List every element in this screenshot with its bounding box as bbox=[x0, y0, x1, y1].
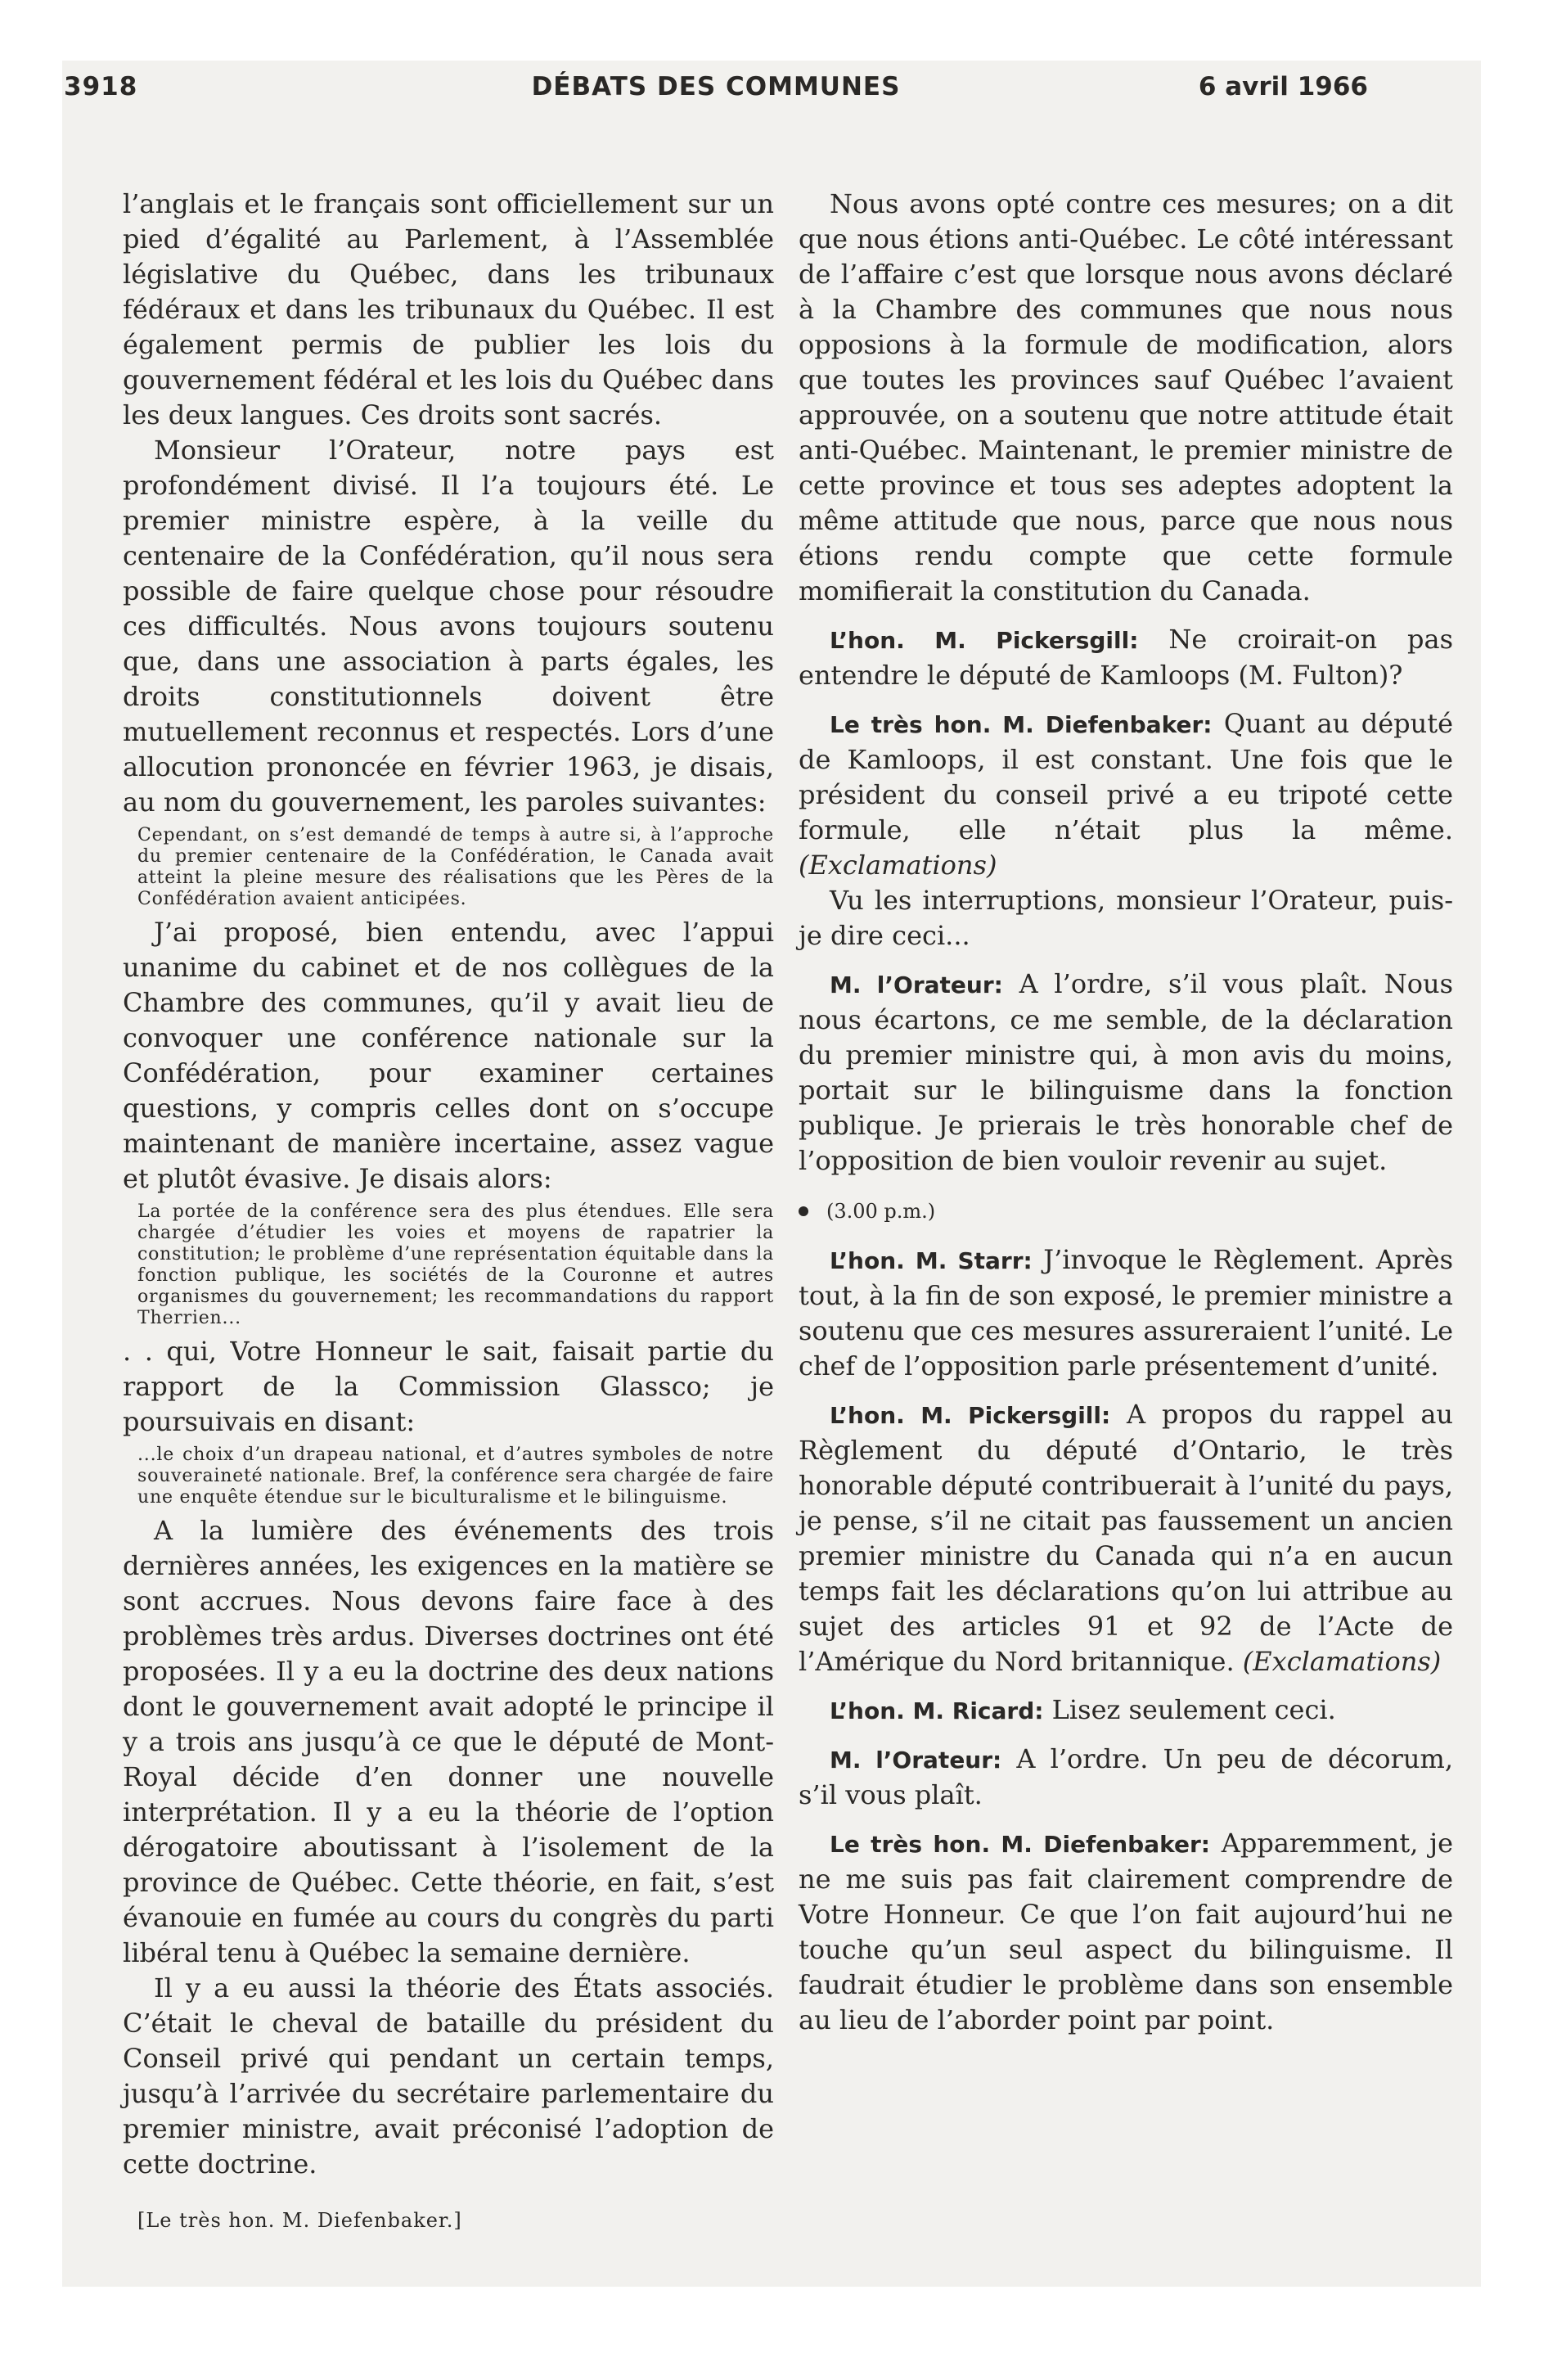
block-quote: Cependant, on s’est demandé de temps à autre si, à l’approche du premier centenaire de la Confédération, le Canada avait atteint la pleine mesure des réalisations que les Pères de la Confédération avaient anticipées. bbox=[137, 825, 774, 909]
block-quote: ...le choix d’un drapeau national, et d’autres symboles de notre souveraineté nationale. Bref, la conférence sera chargée de faire une enquête étendue sur le biculturalisme et le bilinguisme. bbox=[137, 1445, 774, 1508]
speech-text: J’invoque le Règlement. Après tout, à la fin de son exposé, le premier ministre a soutenu que ces mesures assureraient l’unité. Le chef de l’opposition parle présentement d’unité. bbox=[799, 1244, 1454, 1382]
speaker-attribution: [Le très hon. M. Diefenbaker.] bbox=[137, 2209, 462, 2232]
interjection: (Exclamations) bbox=[799, 850, 997, 881]
speech bbox=[799, 1693, 1453, 1729]
speech-text: Quant au député de Kamloops, il est constant. Une fois que le président du conseil privé a eu tripoté cette formule, elle n’était plus la même. bbox=[799, 708, 1454, 845]
time-stamp: (3.00 p.m.) bbox=[826, 1200, 936, 1223]
block-quote: La portée de la conférence sera des plus étendues. Elle sera chargée d’étudier les voies et moyens de rapatrier la constitution; le problème d’une représentation équitable dans la fonction publique, les sociétés de la Couronne et autres organismes du gouvernement; les recommandations du rapport Therrien... bbox=[137, 1201, 774, 1328]
speech-text: A propos du rappel au Règlement du député d’Ontario, le très honorable député contribuerait à l’unité du pays, je pense, s’il ne citait pas faussement un ancien premier ministre du Canada qui n’a en aucun temps fait les déclarations qu’on lui attribue au sujet des articles 91 et 92 de l’Acte de l’Amérique du Nord britannique. bbox=[799, 1399, 1454, 1677]
page-title: DÉBATS DES COMMUNES bbox=[531, 72, 901, 101]
page-header bbox=[64, 72, 1368, 108]
speaker-name: Le très hon. M. Diefenbaker: bbox=[830, 1831, 1210, 1858]
speech-text: A l’ordre, s’il vous plaît. Nous nous écartons, ce me semble, de la déclaration du premier ministre qui, à mon avis du moins, portait sur le bilinguisme dans la fonction publique. Je prierais le très honorable chef de l’opposition de bien vouloir revenir au sujet. bbox=[799, 968, 1453, 1176]
page-number: 3918 bbox=[64, 72, 138, 101]
paragraph: Monsieur l’Orateur, notre pays est profondément divisé. Il l’a toujours été. Le premier ministre espère, à la veille du centenaire de la Confédération, qu’il nous sera possible de faire quelque chose pour résoudre ces difficultés. Nous avons toujours soutenu que, dans une association à parts égales, les droits constitutionnels doivent être mutuellement reconnus et respectés. Lors d’une allocution prononcée en février 1963, je disais, au nom du gouvernement, les paroles suivantes: bbox=[123, 435, 774, 818]
paragraph: Il y a eu aussi la théorie des États associés. C’était le cheval de bataille du président du Conseil privé qui pendant un certain temps, jusqu’à l’arrivée du secrétaire parlementaire du premier ministre, avait préconisé l’adoption de cette doctrine. bbox=[123, 1972, 774, 2179]
speaker-name: Le très hon. M. Diefenbaker: bbox=[830, 711, 1213, 738]
speech-text: Ne croirait-on pas entendre le député de Kamloops (M. Fulton)? bbox=[799, 624, 1453, 691]
speech bbox=[799, 1397, 1453, 1679]
time-marker bbox=[799, 1192, 1453, 1229]
speech bbox=[799, 706, 1453, 883]
right-column bbox=[799, 187, 1453, 2038]
speech-text: Lisez seulement ceci. bbox=[1051, 1694, 1336, 1725]
speech-text: A l’ordre. Un peu de décorum, s’il vous plaît. bbox=[799, 1743, 1453, 1810]
left-column bbox=[123, 187, 774, 2238]
paragraph: J’ai proposé, bien entendu, avec l’appui unanime du cabinet et de nos collègues de la Chambre des communes, qu’il y avait lieu de convoquer une conférence nationale sur la Confédération, pour examiner certaines questions, y compris celles dont on s’occupe maintenant de manière incertaine, assez vague et plutôt évasive. Je disais alors: bbox=[123, 917, 774, 1194]
speaker-name: L’hon. M. Pickersgill: bbox=[830, 627, 1139, 654]
speech bbox=[799, 1826, 1453, 2038]
paragraph: Vu les interruptions, monsieur l’Orateur, puis-je dire ceci... bbox=[799, 885, 1453, 951]
paragraph: A la lumière des événements des trois dernières années, les exigences en la matière se sont accrues. Nous devons faire face à des problèmes très ardus. Diverses doctrines ont été proposées. Il y a eu la doctrine des deux nations dont le gouvernement avait adopté le principe il y a trois ans jusqu’à ce que le député de Mont-Royal décide d’en donner une nouvelle interprétation. Il y a eu la théorie de l’option dérogatoire aboutissant à l’isolement de la province de Québec. Cette théorie, en fait, s’est évanouie en fumée au cours du congrès du parti libéral tenu à Québec la semaine dernière. bbox=[123, 1515, 774, 1968]
speech bbox=[799, 622, 1453, 693]
page-date: 6 avril 1966 bbox=[1198, 72, 1368, 101]
speaker-name: L’hon. M. Ricard: bbox=[830, 1697, 1044, 1724]
paragraph: . . qui, Votre Honneur le sait, faisait partie du rapport de la Commission Glassco; je poursuivais en disant: bbox=[123, 1336, 774, 1437]
interjection: (Exclamations) bbox=[1242, 1646, 1442, 1677]
speaker-name: M. l’Orateur: bbox=[830, 971, 1003, 998]
paragraph: l’anglais et le français sont officiellement sur un pied d’égalité au Parlement, à l’Assemblée législative du Québec, dans les tribunaux fédéraux et dans les tribunaux du Québec. Il est également permis de publier les lois du gouvernement fédéral et les lois du Québec dans les deux langues. Ces droits sont sacrés. bbox=[123, 188, 774, 430]
speech bbox=[799, 1242, 1453, 1384]
speech-text: Apparemment, je ne me suis pas fait clairement comprendre de Votre Honneur. Ce que l’on fait aujourd’hui ne touche qu’un seul aspect du bilinguisme. Il faudrait étudier le problème dans son ensemble au lieu de l’aborder point par point. bbox=[799, 1828, 1454, 2035]
speaker-name: L’hon. M. Pickersgill: bbox=[830, 1402, 1111, 1429]
speaker-name: M. l’Orateur: bbox=[830, 1747, 1002, 1774]
speech bbox=[799, 1742, 1453, 1813]
bullet-icon bbox=[799, 1206, 808, 1216]
speaker-name: L’hon. M. Starr: bbox=[830, 1247, 1033, 1274]
paragraph: Nous avons opté contre ces mesures; on a dit que nous étions anti-Québec. Le côté intéressant de l’affaire c’est que lorsque nous avons déclaré à la Chambre des communes que nous nous opposions à la formule de modification, alors que toutes les provinces sauf Québec l’avaient approuvée, on a soutenu que notre attitude était anti-Québec. Maintenant, le premier ministre de cette province et tous ses adeptes adoptent la même attitude que nous, parce que nous nous étions rendu compte que cette formule momifierait la constitution du Canada. bbox=[799, 188, 1453, 606]
speech bbox=[799, 967, 1453, 1179]
